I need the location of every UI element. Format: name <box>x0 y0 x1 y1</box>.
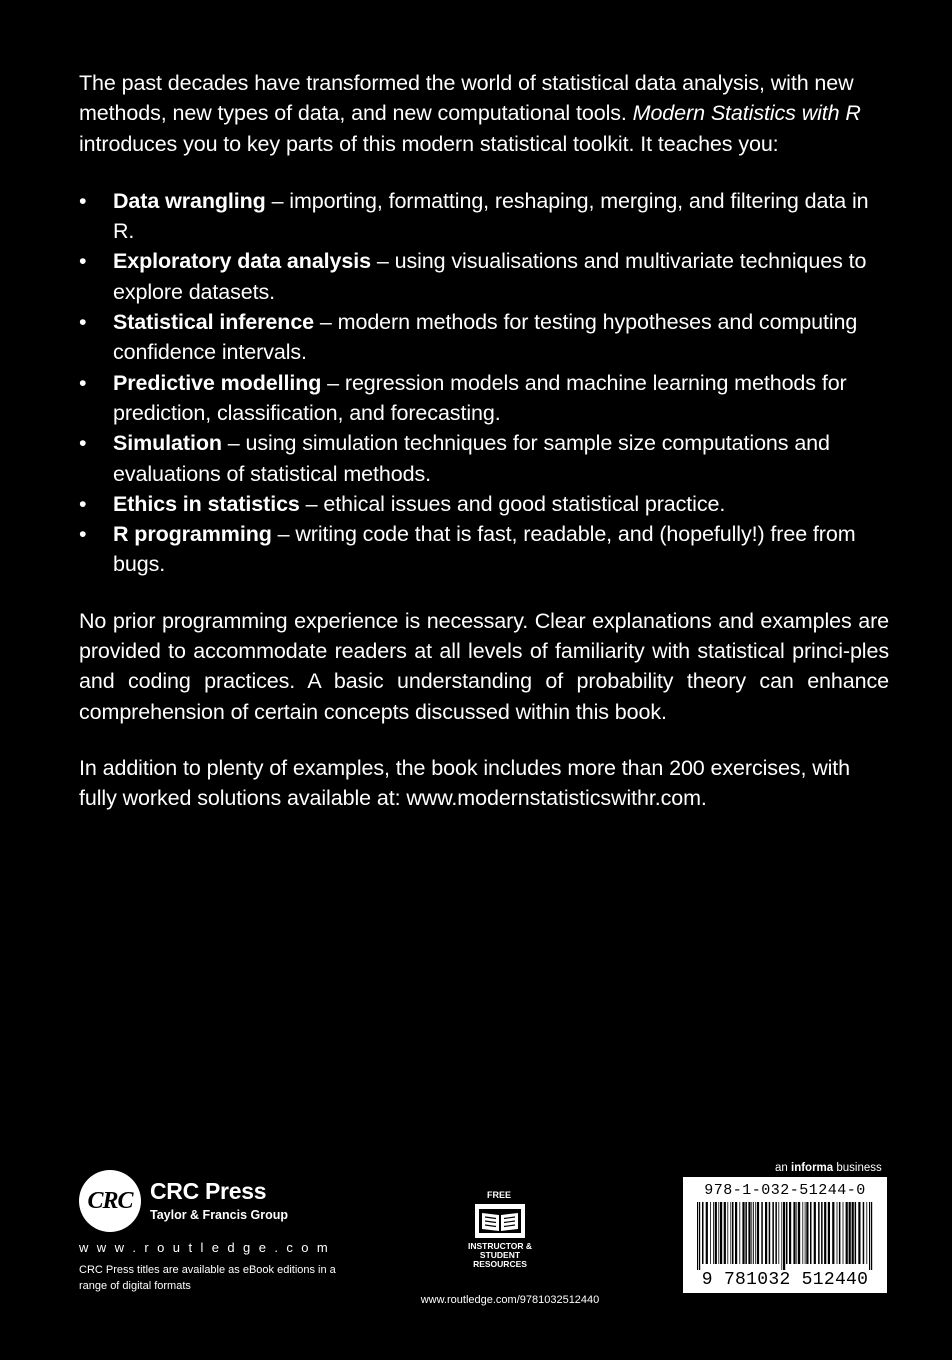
barcode-bar <box>720 1202 722 1264</box>
barcode-bar <box>869 1202 870 1270</box>
blurb <box>79 68 889 814</box>
topic-description: – importing, formatting, reshaping, merging, and filtering data in R. <box>113 188 869 244</box>
topic-item <box>79 428 889 489</box>
barcode-bar <box>852 1202 854 1264</box>
barcode-bar <box>832 1202 834 1264</box>
topic-item <box>79 186 889 247</box>
barcode-bar <box>761 1202 763 1264</box>
topic-term: Ethics in statistics <box>113 491 300 516</box>
barcode-bar <box>786 1202 788 1264</box>
topic-term: Predictive modelling <box>113 370 322 395</box>
barcode-bar <box>706 1202 708 1264</box>
barcode-bar <box>742 1202 744 1264</box>
barcode-bar <box>727 1202 728 1264</box>
barcode-bar <box>783 1202 785 1270</box>
topic-term: Data wrangling <box>113 188 266 213</box>
barcode-bar <box>781 1202 782 1270</box>
topic-term: Simulation <box>113 431 222 456</box>
publisher-group: Taylor & Francis Group <box>150 1208 288 1222</box>
barcode-bar <box>837 1202 838 1264</box>
topic-description: – modern methods for testing hypotheses and computing confidence intervals. <box>113 310 858 365</box>
barcode-bar <box>863 1202 865 1264</box>
barcode-digits: 9 781032 512440 <box>701 1270 869 1290</box>
open-book-icon <box>474 1203 526 1239</box>
isbn-text: 978-1-032-51244-0 <box>704 1182 866 1199</box>
book-title: Modern Statistics with R <box>632 101 861 126</box>
barcode-bar <box>818 1202 820 1264</box>
informa-tagline: an informa business <box>775 1162 882 1174</box>
publisher-url[interactable]: w w w . r o u t l e d g e . c o m <box>79 1240 331 1255</box>
barcode-bar <box>753 1202 754 1264</box>
publisher-name: CRC Press <box>150 1178 267 1204</box>
barcode-bar <box>805 1202 806 1264</box>
barcode-bar <box>839 1202 841 1264</box>
barcode-bar <box>843 1202 844 1264</box>
barcode-bar <box>710 1202 711 1264</box>
ebook-note: CRC Press titles are available as eBook editions in a range of digital formats <box>79 1264 336 1292</box>
barcode-bar <box>828 1202 830 1264</box>
bullet-icon: • <box>79 310 87 335</box>
barcode-bar <box>739 1202 740 1264</box>
exercises-paragraph: In addition to plenty of examples, the book includes more than 200 exercises, with fully worked solutions available at: www.modernstatisticswithr.com. <box>79 755 851 811</box>
barcode-bar <box>855 1202 857 1264</box>
barcode-bar <box>821 1202 823 1264</box>
barcode-bar <box>775 1202 777 1264</box>
resources-label: INSTRUCTOR & STUDENT RESOURCES <box>467 1241 533 1269</box>
barcode-bar <box>789 1202 791 1264</box>
free-label: FREE <box>487 1190 512 1200</box>
barcode-bar <box>810 1202 812 1264</box>
topic-description: – writing code that is fast, readable, and (hopefully!) free from bugs. <box>113 522 856 577</box>
topic-description: – using simulation techniques for sample size computations and evaluations of statistical methods. <box>113 431 830 486</box>
barcode-bar <box>871 1202 872 1270</box>
barcode-bar <box>796 1202 797 1264</box>
bullet-icon: • <box>79 249 87 274</box>
barcode-bar <box>858 1202 860 1264</box>
topic-item <box>79 307 889 368</box>
bullet-icon: • <box>79 522 87 547</box>
topic-term: R programming <box>113 522 272 547</box>
barcode-bar <box>748 1202 750 1264</box>
topic-term: Exploratory data analysis <box>113 249 371 274</box>
barcode-bar <box>735 1202 737 1264</box>
barcode-bar <box>724 1202 726 1264</box>
topic-description: – using visualisations and multivariate techniques to explore datasets. <box>113 249 867 304</box>
barcode-bar <box>751 1202 752 1264</box>
topic-list <box>79 186 889 580</box>
barcode-bar <box>699 1202 700 1270</box>
barcode-bar <box>824 1202 826 1264</box>
barcode-bar <box>866 1202 867 1264</box>
barcode-bar <box>846 1202 848 1264</box>
barcode-bar <box>697 1202 698 1270</box>
barcode-bar <box>802 1202 803 1264</box>
barcode-bars <box>691 1202 879 1270</box>
barcode-bar <box>713 1202 714 1264</box>
topic-description: – regression models and machine learning methods for prediction, classification, and forecasting. <box>113 370 847 425</box>
barcode-bar <box>798 1202 800 1264</box>
barcode-bar <box>765 1202 767 1264</box>
barcode-bar <box>814 1202 816 1264</box>
barcode-bar <box>715 1202 717 1264</box>
bullet-icon: • <box>79 491 87 516</box>
bullet-icon: • <box>79 431 87 456</box>
barcode-bar <box>755 1202 756 1264</box>
isbn-barcode <box>683 1177 887 1293</box>
intro-paragraph: The past decades have transformed the world of statistical data analysis, with new methods, new types of data, and new computational tools. Modern Statistics with R introduces you to key parts of this modern statistical toolkit. It teaches you: <box>79 71 861 156</box>
prerequisites-paragraph: No prior programming experience is necessary. Clear explanations and examples are provided to accommodate readers at all levels of familiarity with statistical princi-ples and coding practices. A basic understanding of probability theory can enhance comprehension of certain concepts discussed within this book. <box>79 608 889 724</box>
topic-item <box>79 519 889 580</box>
barcode-bar <box>745 1202 747 1264</box>
bullet-icon: • <box>79 188 87 213</box>
topic-item <box>79 246 889 307</box>
barcode-bar <box>772 1202 774 1264</box>
barcode-bar <box>718 1202 719 1264</box>
topic-item <box>79 368 889 429</box>
barcode-bar <box>806 1202 808 1264</box>
barcode-bar <box>793 1202 795 1264</box>
barcode-bar <box>702 1202 704 1264</box>
bullet-icon: • <box>79 370 87 395</box>
topic-item <box>79 489 889 519</box>
topic-description: – ethical issues and good statistical practice. <box>299 491 726 516</box>
resources-url[interactable]: www.routledge.com/9781032512440 <box>420 1294 600 1306</box>
barcode-bar <box>769 1202 771 1264</box>
crc-logo: CRC <box>79 1170 141 1232</box>
barcode-bar <box>730 1202 731 1264</box>
barcode-bar <box>732 1202 734 1264</box>
barcode-bar <box>778 1202 779 1264</box>
barcode-bar <box>849 1202 851 1264</box>
barcode-bar <box>757 1202 759 1264</box>
topic-term: Statistical inference <box>113 310 315 335</box>
